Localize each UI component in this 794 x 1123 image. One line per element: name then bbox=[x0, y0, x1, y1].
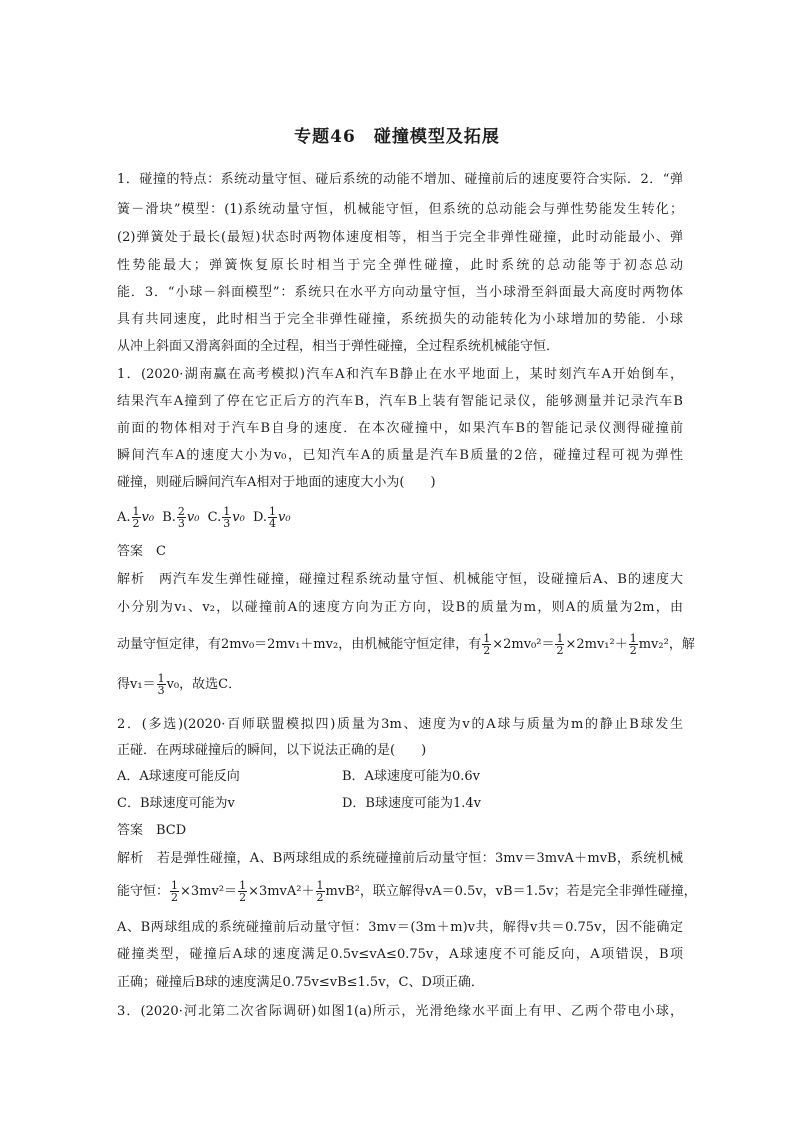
q1-analysis-equation: 动量守恒定律，有2mv₀＝2mv₁＋mv₂，由机械能守恒定律，有 $\frac{1}{2}$ ×2mv₀²＝ $\frac{1}{2}$ ×2mv₁²＋ $\frac{1}{2}$ mv₂²，解 bbox=[117, 632, 695, 657]
q1-analysis-line: 解析 两汽车发生弹性碰撞，碰撞过程系统动量守恒、机械能守恒，设碰撞后A、B的速度大 bbox=[117, 572, 683, 587]
q2-analysis-line: 正确；碰撞后B球的速度满足0.75v≤vB≤1.5v，C、D项正确． bbox=[117, 975, 484, 990]
q1-line: 瞬间汽车A的速度大小为v₀，已知汽车A的质量是汽车B质量的2倍，碰撞过程可视为弹性 bbox=[117, 448, 683, 463]
q2-analysis-line: A、B两球组成的系统碰撞前后动量守恒：3mv＝(3m＋m)v共，解得v共＝0.75v，因不能确定 bbox=[117, 920, 683, 935]
q1-line: 前面的物体相对于汽车B自身的速度．在本次碰撞中，如果汽车B的智能记录仪测得碰撞前 bbox=[117, 421, 683, 436]
q2-option-d: D．B球速度可能为1.4v bbox=[342, 796, 481, 811]
q1-answer: 答案 C bbox=[117, 544, 166, 559]
q2-analysis-line: 解析 若是弹性碰撞，A、B两球组成的系统碰撞前后动量守恒：3mv＝3mvA＋mvB，系统机械 bbox=[117, 851, 683, 866]
q1-option-d: D. $\frac{1}{4}$ v₀ bbox=[252, 505, 291, 530]
q2-line: 2．(多选)(2020·百师联盟模拟四)质量为3m、速度为v的A球与质量为m的静止B球发生 bbox=[117, 717, 683, 732]
q2-option-c: C．B球速度可能为v bbox=[117, 796, 235, 811]
intro-line: 能．3．“小球－斜面模型”：系统只在水平方向动量守恒，当小球滑至斜面最大高度时两物体 bbox=[117, 285, 683, 300]
q1-option-c: C. $\frac{1}{3}$ v₀ bbox=[207, 505, 245, 530]
q2-option-row bbox=[117, 796, 683, 812]
q2-line: 正碰．在两球碰撞后的瞬间，以下说法正确的是( ) bbox=[117, 743, 427, 758]
intro-line: 性势能最大；弹簧恢复原长时相当于完全弹性碰撞，此时系统的总动能等于初态总动 bbox=[117, 258, 683, 273]
page-title: 专题46 碰撞模型及拓展 bbox=[294, 127, 500, 147]
q2-option-a: A．A球速度可能反向 bbox=[117, 769, 240, 784]
q1-analysis-result: 得v₁＝ $\frac{1}{3}$ v₀，故选C． bbox=[117, 672, 242, 697]
q1-options bbox=[117, 505, 683, 531]
q2-analysis-line: 碰撞类型，碰撞后A球的速度满足0.5v≤vA≤0.75v，A球速度不可能反向，A项错误，B项 bbox=[117, 947, 683, 962]
intro-line: 从冲上斜面又滑离斜面的全过程，相当于弹性碰撞，全过程系统机械能守恒． bbox=[117, 339, 560, 354]
q1-line: 结果汽车A撞到了停在它正后方的汽车B，汽车B上装有智能记录仪，能够测量并记录汽车B bbox=[117, 394, 683, 409]
intro-line: 具有共同速度，此时相当于完全非弹性碰撞，系统损失的动能转化为小球增加的势能．小球 bbox=[117, 312, 683, 327]
q2-answer: 答案 BCD bbox=[117, 823, 187, 838]
q1-analysis-line: 小分别为v₁、v₂，以碰撞前A的速度方向为正方向，设B的质量为m，则A的质量为2m，由 bbox=[117, 600, 683, 615]
q1-line: 碰撞，则碰后瞬间汽车A相对于地面的速度大小为( ) bbox=[117, 475, 436, 490]
q2-option-row bbox=[117, 769, 683, 785]
intro-line: 1．碰撞的特点：系统动量守恒、碰后系统的动能不增加、碰撞前后的速度要符合实际．2．“弹 bbox=[117, 172, 683, 187]
q2-option-b: B．A球速度可能为0.6v bbox=[342, 769, 480, 784]
q1-line: 1．(2020·湖南赢在高考模拟)汽车A和汽车B静止在水平地面上，某时刻汽车A开始倒车， bbox=[117, 367, 683, 382]
intro-line: (2)弹簧处于最长(最短)状态时两物体速度相等，相当于完全非弹性碰撞，此时动能最小、弹 bbox=[117, 230, 683, 245]
q1-option-a: A. $\frac{1}{2}$ v₀ bbox=[117, 505, 155, 530]
q2-analysis-equation: 能守恒： $\frac{1}{2}$ ×3mv²＝ $\frac{1}{2}$ ×3mvA²＋ $\frac{1}{2}$ mvB²，联立解得vA＝0.5v，vB＝1.5v；若是完全非弹性碰撞， bbox=[117, 879, 697, 904]
q3-line: 3．(2020·河北第二次省际调研)如图1(a)所示，光滑绝缘水平面上有甲、乙两个带电小球， bbox=[117, 1004, 683, 1019]
intro-line: 簧－滑块”模型：(1)系统动量守恒，机械能守恒，但系统的总动能会与弹性势能发生转化； bbox=[117, 202, 683, 217]
q1-option-b: B. $\frac{2}{3}$ v₀ bbox=[162, 505, 200, 530]
